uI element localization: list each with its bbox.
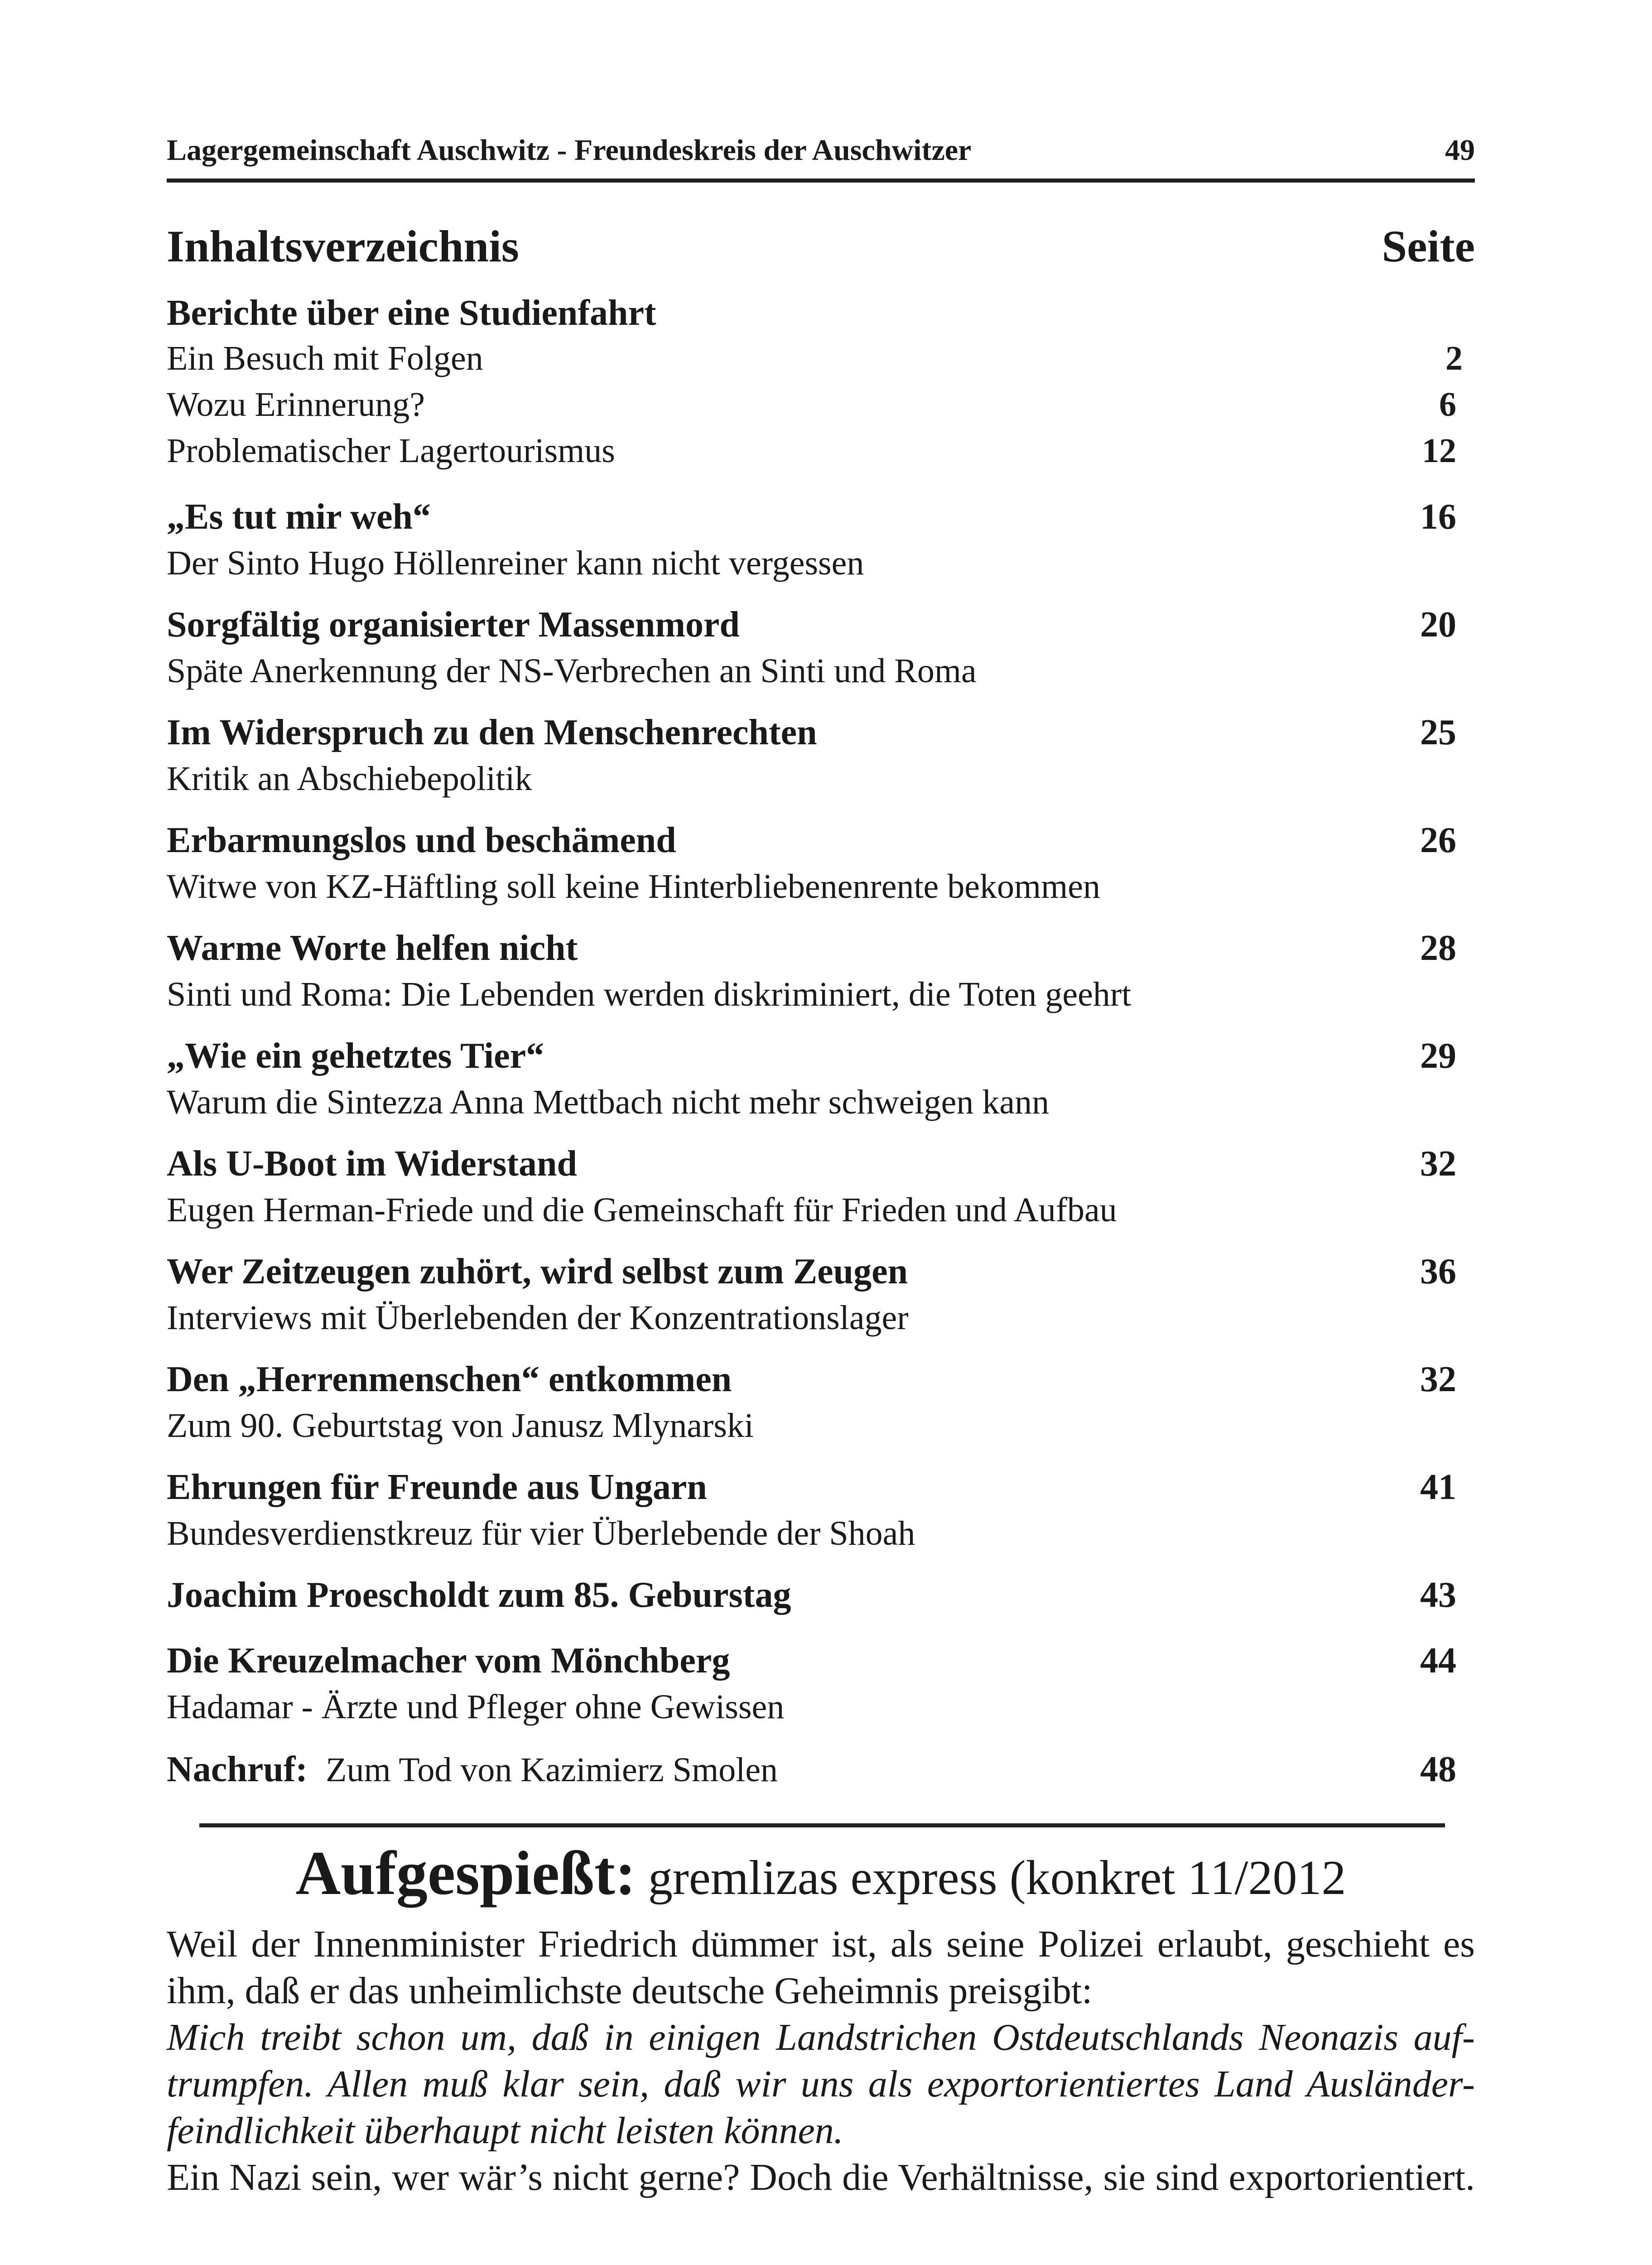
- header-rule: [167, 178, 1475, 183]
- entry-page: 48: [1420, 1749, 1456, 1789]
- aufgespiesst-source: gremlizas express (konkret 11/2012: [648, 1851, 1346, 1905]
- quote-line: feindlichkeit überhaupt nicht leisten können.: [167, 2110, 843, 2152]
- entry-title: Im Widerspruch zu den Menschenrechten: [167, 713, 817, 752]
- subitem-page: 12: [1422, 432, 1456, 470]
- section-divider: [199, 1823, 1445, 1827]
- subitem-title: Ein Besuch mit Folgen: [167, 339, 483, 377]
- entry-page: 26: [1420, 820, 1456, 860]
- toc-subitem: [167, 335, 1469, 381]
- entry-title: „Es tut mir weh“: [167, 497, 431, 537]
- subitem-page: 2: [1445, 339, 1463, 377]
- entry-page: 20: [1420, 605, 1456, 645]
- toc-entry: [167, 602, 1469, 694]
- journal-title: Lagergemeinschaft Auschwitz - Freundeskreis der Auschwitzer: [167, 134, 972, 167]
- aufgespiesst-lead: Aufgespießt:: [295, 1838, 636, 1908]
- entry-subtitle: Interviews mit Überlebenden der Konzentrationslager: [167, 1299, 909, 1337]
- entry-subtitle: Der Sinto Hugo Höllenreiner kann nicht vergessen: [167, 544, 864, 582]
- entry-page: 25: [1420, 713, 1456, 752]
- toc-title: Inhaltsverzeichnis: [167, 221, 519, 271]
- toc-subitem: [167, 428, 1469, 474]
- page-number: 49: [1445, 134, 1475, 167]
- toc-entry: [167, 1141, 1469, 1233]
- aufgespiesst-heading: [167, 1839, 1475, 1912]
- entry-title: Joachim Proescholdt zum 85. Geburstag: [167, 1575, 791, 1615]
- subitem-page: 6: [1439, 386, 1456, 424]
- entry-page: 29: [1420, 1036, 1456, 1076]
- entry-page: 44: [1420, 1641, 1456, 1681]
- toc-entry-nachruf: [167, 1746, 1469, 1793]
- running-header: [167, 132, 1475, 169]
- entry-title: Sorgfältig organisierter Massenmord: [167, 605, 740, 645]
- toc-entry: [167, 1248, 1469, 1341]
- entry-title: Erbarmungslos und beschämend: [167, 820, 676, 860]
- entry-title: Warme Worte helfen nicht: [167, 928, 578, 968]
- subitem-title: Problematischer Lagertourismus: [167, 432, 615, 470]
- nachruf-line: [167, 1746, 778, 1793]
- toc-entry: [167, 709, 1469, 802]
- toc-section-studienfahrt: [167, 290, 1469, 474]
- entry-subtitle: Späte Anerkennung der NS-Verbrechen an Sinti und Roma: [167, 652, 977, 690]
- toc-entry: [167, 1033, 1469, 1125]
- entry-title: Die Kreuzelmacher vom Mönchberg: [167, 1641, 730, 1681]
- entry-subtitle: Hadamar - Ärzte und Pfleger ohne Gewissen: [167, 1688, 785, 1726]
- toc-entry: [167, 1572, 1469, 1618]
- entry-title: Wer Zeitzeugen zuhört, wird selbst zum Zeugen: [167, 1252, 908, 1292]
- toc-subitem: [167, 381, 1469, 428]
- quote-line: trumpfen. Allen muß klar sein, daß wir uns als exportorientiertes Land Ausländer-: [167, 2063, 1475, 2105]
- toc-entry: [167, 1464, 1469, 1557]
- body-line: ihm, daß er das unheimlichste deutsche Geheimnis preisgibt:: [167, 1970, 1093, 2012]
- entry-page: 32: [1420, 1359, 1456, 1399]
- body-line: Weil der Innenminister Friedrich dümmer ist, als seine Polizei erlaubt, geschieht es: [167, 1923, 1475, 1965]
- section-title: Berichte über eine Studienfahrt: [167, 293, 656, 333]
- entry-title: Als U-Boot im Widerstand: [167, 1144, 578, 1184]
- toc-entry: [167, 925, 1469, 1017]
- entry-subtitle: Warum die Sintezza Anna Mettbach nicht mehr schweigen kann: [167, 1083, 1050, 1121]
- nachruf-text: Zum Tod von Kazimierz Smolen: [326, 1751, 778, 1789]
- body-line: Ein Nazi sein, wer wär’s nicht gerne? Doch die Verhältnisse, sie sind exportorientiert.: [167, 2156, 1475, 2198]
- aufgespiesst-body: [167, 1921, 1475, 2201]
- toc-page-label: Seite: [1382, 221, 1475, 271]
- subitem-title: Wozu Erinnerung?: [167, 386, 425, 424]
- toc-entry: [167, 1638, 1469, 1730]
- entry-subtitle: Eugen Herman-Friede und die Gemeinschaft für Frieden und Aufbau: [167, 1191, 1117, 1229]
- entry-subtitle: Witwe von KZ-Häftling soll keine Hinterbliebenenrente bekommen: [167, 867, 1100, 906]
- toc-entry: [167, 1356, 1469, 1449]
- entry-subtitle: Zum 90. Geburtstag von Janusz Mlynarski: [167, 1407, 754, 1445]
- entry-page: 16: [1420, 497, 1456, 537]
- entry-subtitle: Kritik an Abschiebepolitik: [167, 760, 532, 798]
- entry-title: „Wie ein gehetztes Tier“: [167, 1036, 544, 1076]
- toc-entry: [167, 817, 1469, 910]
- entry-subtitle: Bundesverdienstkreuz für vier Überlebende der Shoah: [167, 1514, 915, 1552]
- entry-page: 28: [1420, 928, 1456, 968]
- entry-title: Den „Herrenmenschen“ entkommen: [167, 1359, 732, 1399]
- nachruf-label: Nachruf:: [167, 1749, 308, 1789]
- entry-title: Ehrungen für Freunde aus Ungarn: [167, 1467, 707, 1507]
- entry-subtitle: Sinti und Roma: Die Lebenden werden diskriminiert, die Toten geehrt: [167, 975, 1132, 1013]
- entry-page: 43: [1420, 1575, 1456, 1615]
- quote-line: Mich treibt schon um, daß in einigen Landstrichen Ostdeutschlands Neonazis auf-: [167, 2016, 1475, 2058]
- toc-entry: [167, 494, 1469, 586]
- entry-page: 36: [1420, 1252, 1456, 1292]
- entry-page: 41: [1420, 1467, 1456, 1507]
- toc-heading: [167, 219, 1475, 274]
- entry-page: 32: [1420, 1144, 1456, 1184]
